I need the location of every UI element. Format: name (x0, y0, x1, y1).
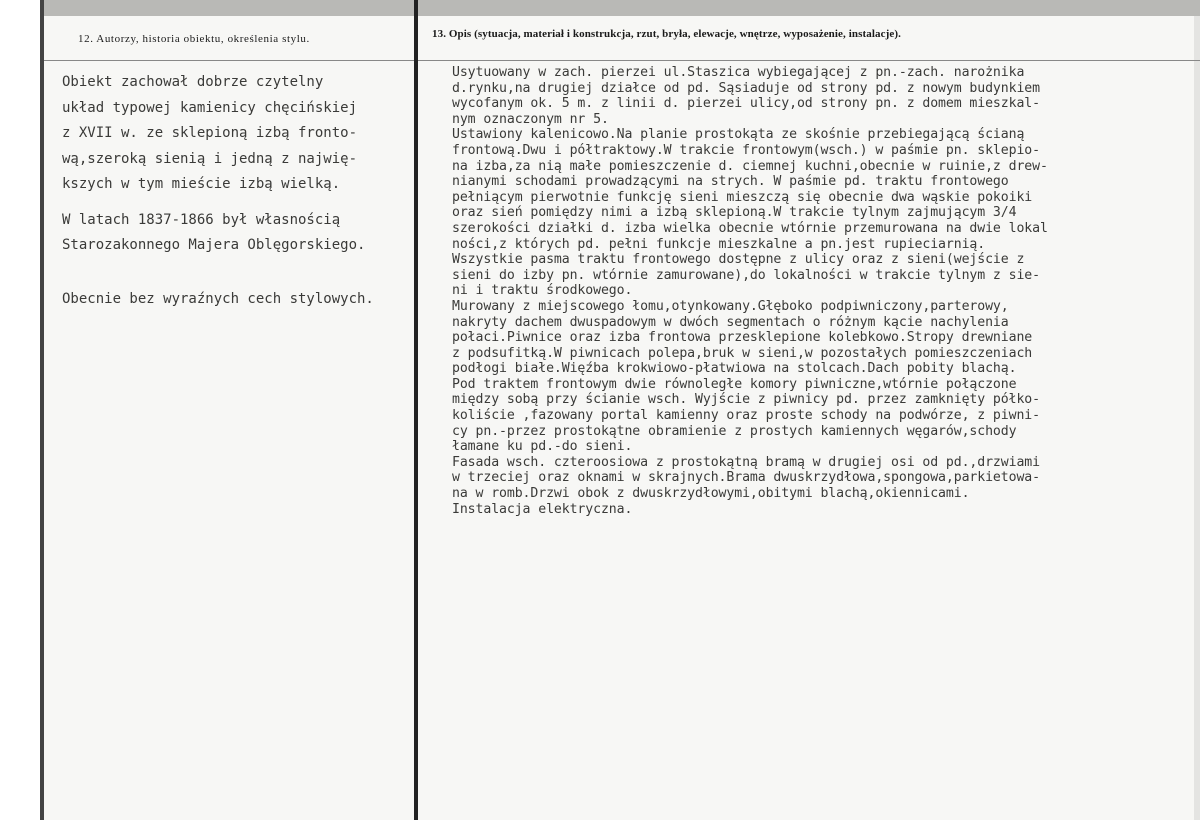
section13-line: d.rynku,na drugiej działce od pd. Sąsiaduje od strony pd. z nowym budynkiem (452, 80, 1040, 96)
section13-line: połaci.Piwnice oraz izba frontowa przesklepione kolebkowo.Stropy drewniane (452, 330, 1033, 346)
section13-line: Ustawiony kalenicowo.Na planie prostokąta ze skośnie przebiegającą ścianą (452, 127, 1025, 143)
scan-right-edge (1194, 16, 1200, 820)
scan-top-edge (40, 0, 1200, 16)
section13-line: między sobą przy ścianie wsch. Wyjście z piwnicy pd. przez zamknięty półko- (452, 392, 1040, 408)
section13-line: nakryty dachem dwuspadowym w dwóch segmentach o różnym kącie nachylenia (452, 314, 1009, 330)
paragraph-gap (62, 259, 374, 287)
section13-line: pełniącym pierwotnie funkcję sieni mieszczą się obecnie dwa wąskie pokoiki (452, 189, 1033, 205)
section13-line: sieni do izby pn. wtórnie zamurowane),do lokalności w trakcie tylnym z sie- (452, 267, 1040, 283)
section13-line: na izba,za nią małe pomieszczenie d. ciemnej kuchni,obecnie w ruinie,z drew- (452, 158, 1048, 174)
section13-line: z podsufitką.W piwnicach polepa,bruk w sieni,w pozostałych pomieszczeniach (452, 345, 1033, 361)
section12-line: W latach 1837-1866 był własnością (62, 211, 341, 228)
section13-heading: 13. Opis (sytuacja, materiał i konstrukcja, rzut, bryła, elewacje, wnętrze, wyposażenie, instalacje). (432, 28, 901, 40)
scan-left-edge (40, 0, 44, 820)
section13-rule (418, 60, 1200, 61)
section13-line: Murowany z miejscowego łomu,otynkowany.Głęboko podpiwniczony,parterowy, (452, 298, 1009, 314)
section12-line: Obecnie bez wyraźnych cech stylowych. (62, 290, 374, 307)
section13-line: w trzeciej oraz oknami w skrajnych.Brama dwuskrzydłowa,spongowa,parkietowa- (452, 470, 1040, 486)
section12-line: kszych w tym mieście izbą wielką. (62, 176, 341, 192)
section12-heading: 12. Autorzy, historia obiektu, określenia stylu. (78, 33, 310, 45)
section12-line: Starozakonnego Majera Oblęgorskiego. (62, 237, 366, 253)
section13-line: cy pn.-przez prostokątne obramienie z prostych kamiennych węgarów,schody (452, 423, 1017, 439)
section13-line: nianymi schodami prowadzącymi na strych. W paśmie pd. traktu frontowego (452, 174, 1009, 190)
paragraph-gap (62, 198, 374, 208)
section13-line: Fasada wsch. czteroosiowa z prostokątną bramą w drugiej osi od pd.,drzwiami (452, 454, 1040, 470)
section12-line: Obiekt zachował dobrze czytelny (62, 74, 324, 90)
section13-line: wycofanym ok. 5 m. z linii d. pierzei ulicy,od strony pn. z domem mieszkal- (452, 96, 1040, 112)
section13-line: ności,z których pd. pełni funkcje mieszkalne a pn.jest rupieciarnią. (452, 236, 986, 252)
section13-line: łamane ku pd.-do sieni. (452, 439, 633, 455)
section13-line: szerokości działki d. izba wielka obecnie wtórnie przemurowana na dwie lokal (452, 220, 1048, 236)
section13-line: Usytuowany w zach. pierzei ul.Staszica wybiegającej z pn.-zach. narożnika (452, 65, 1025, 80)
section13-text (452, 65, 1048, 517)
section13-line: Instalacja elektryczna. (452, 501, 633, 517)
column-divider (414, 0, 418, 820)
section13-line: koliście ,fazowany portal kamienny oraz proste schody na podwórze, z piwni- (452, 408, 1040, 424)
section13-line: Pod traktem frontowym dwie równoległe komory piwniczne,wtórnie połączone (452, 376, 1017, 392)
section12-line: z XVII w. ze sklepioną izbą fronto- (62, 125, 358, 141)
section13-line: ni i traktu środkowego. (452, 283, 633, 299)
section13-line: podłogi białe.Więźba krokwiowo-płatwiowa na stolcach.Dach pobity blachą. (452, 361, 1017, 377)
scan-margin (0, 0, 40, 820)
section13-line: nym oznaczonym nr 5. (452, 111, 609, 127)
section12-line: wą,szeroką sienią i jedną z najwię- (62, 150, 358, 167)
section12-text (62, 70, 374, 312)
section13-line: frontową.Dwu i półtraktowy.W trakcie frontowym(wsch.) w paśmie pn. sklepio- (452, 142, 1040, 158)
section13-line: Wszystkie pasma traktu frontowego dostępne z ulicy oraz z sieni(wejście z (452, 252, 1025, 268)
section13-line: oraz sień pomiędzy nimi a izbą sklepioną.W trakcie tylnym zajmującym 3/4 (452, 205, 1017, 221)
section12-rule (44, 60, 414, 61)
section12-line: układ typowej kamienicy chęcińskiej (62, 99, 358, 116)
section13-line: na w romb.Drzwi obok z dwuskrzydłowymi,obitymi blachą,okiennicami. (452, 486, 970, 502)
